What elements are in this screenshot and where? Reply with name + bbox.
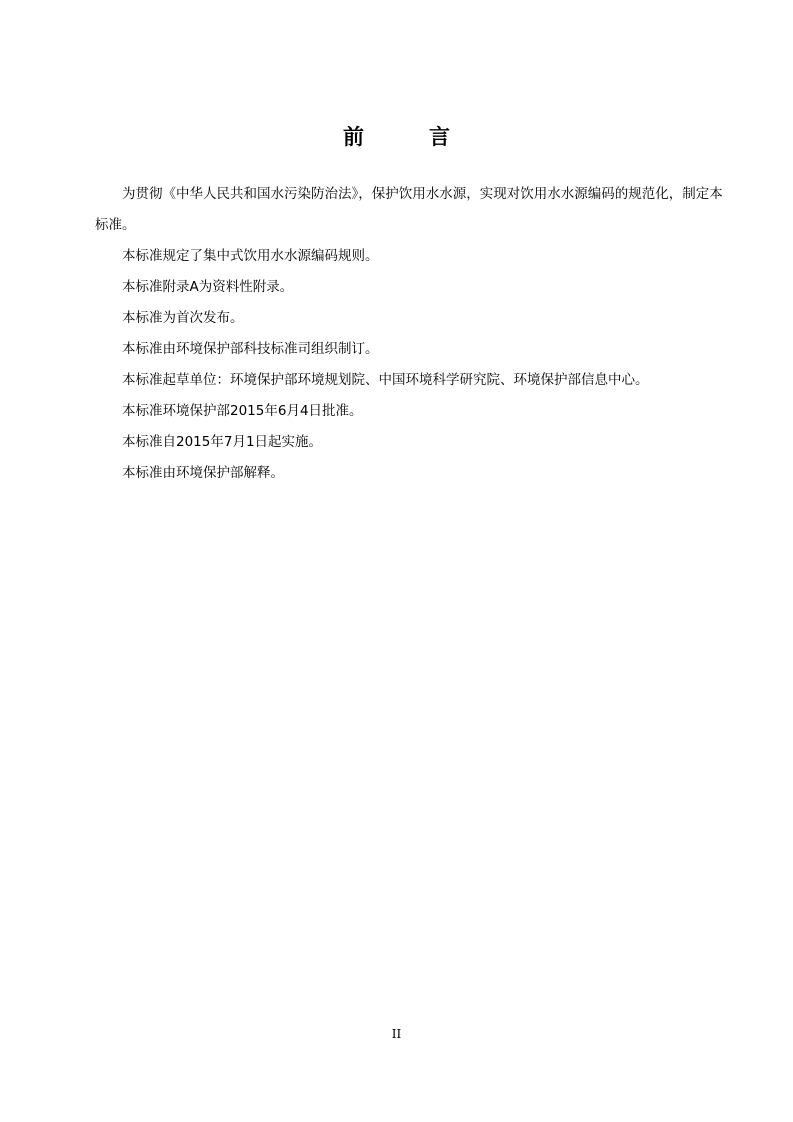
paragraph-interpretation: 本标准由环境保护部解释。 bbox=[122, 465, 284, 481]
paragraph-organizer: 本标准由环境保护部科技标准司组织制订。 bbox=[122, 341, 379, 357]
paragraph-drafting-units: 本标准起草单位：环境保护部环境规划院、中国环境科学研究院、环境保护部信息中心。 bbox=[122, 372, 649, 388]
page-number: II bbox=[391, 1027, 402, 1041]
paragraph-first-release: 本标准为首次发布。 bbox=[122, 310, 244, 326]
paragraph-appendix: 本标准附录A为资料性附录。 bbox=[122, 279, 294, 295]
page-title: 前 言 bbox=[343, 125, 472, 149]
paragraph-scope: 本标准规定了集中式饮用水水源编码规则。 bbox=[122, 248, 379, 264]
paragraph-effective-date: 本标准自2015年7月1日起实施。 bbox=[122, 434, 323, 450]
preface-body bbox=[95, 179, 723, 489]
paragraph-approval-date: 本标准环境保护部2015年6月4日批准。 bbox=[122, 403, 363, 419]
paragraph-purpose: 为贯彻《中华人民共和国水污染防治法》，保护饮用水水源，实现对饮用水水源编码的规范化，制定本标准。 bbox=[95, 186, 723, 233]
